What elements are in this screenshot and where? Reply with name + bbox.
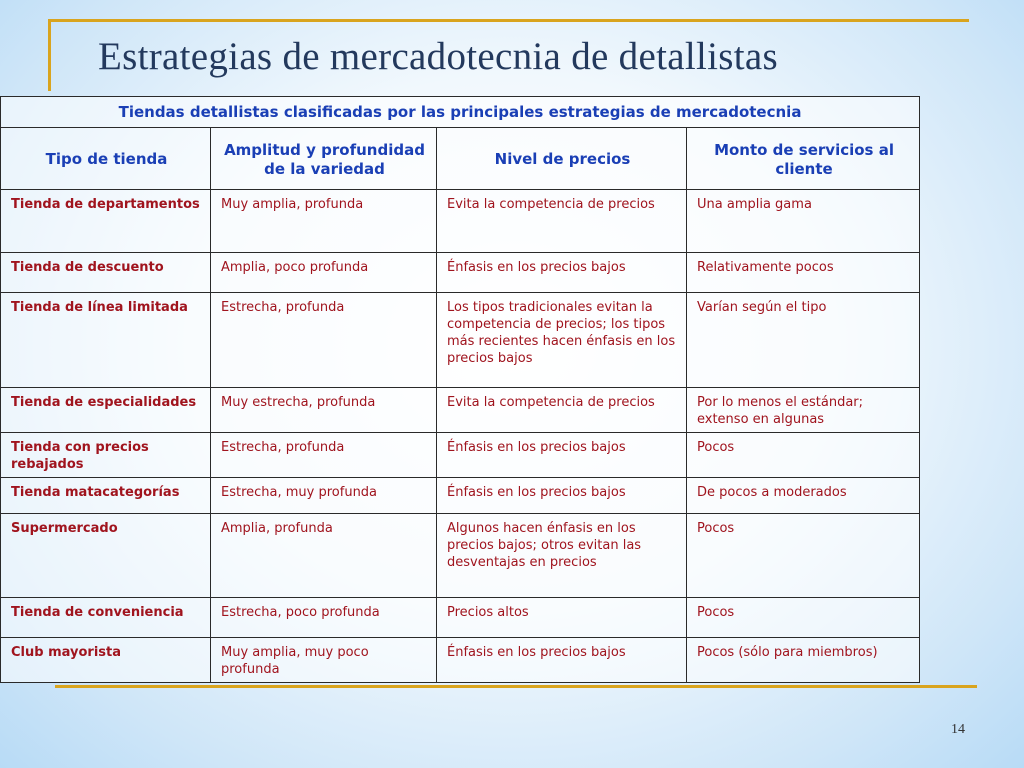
assortment-cell: Estrecha, profunda: [211, 293, 437, 388]
store-type-cell: Club mayorista: [1, 638, 211, 683]
service-cell: Pocos: [687, 598, 920, 638]
service-cell: De pocos a moderados: [687, 478, 920, 514]
header-store-type: Tipo de tienda: [1, 128, 211, 190]
price-level-cell: Énfasis en los precios bajos: [437, 638, 687, 683]
header-assortment: Amplitud y profundidad de la variedad: [211, 128, 437, 190]
store-type-cell: Tienda de línea limitada: [1, 293, 211, 388]
table-row: [1, 253, 920, 293]
table-row: [1, 514, 920, 598]
assortment-cell: Muy estrecha, profunda: [211, 388, 437, 433]
price-level-cell: Evita la competencia de precios: [437, 388, 687, 433]
price-level-cell: Algunos hacen énfasis en los precios bajos; otros evitan las desventajas en precios: [437, 514, 687, 598]
top-accent-line: [48, 19, 969, 22]
service-cell: Relativamente pocos: [687, 253, 920, 293]
price-level-cell: Énfasis en los precios bajos: [437, 478, 687, 514]
slide-title: Estrategias de mercadotecnia de detallistas: [98, 35, 778, 78]
service-cell: Pocos (sólo para miembros): [687, 638, 920, 683]
service-cell: Pocos: [687, 514, 920, 598]
assortment-cell: Estrecha, profunda: [211, 433, 437, 478]
service-cell: Pocos: [687, 433, 920, 478]
bottom-accent-line: [55, 685, 977, 688]
table-row: [1, 598, 920, 638]
table-row: [1, 433, 920, 478]
service-cell: Una amplia gama: [687, 190, 920, 253]
store-type-cell: Tienda de conveniencia: [1, 598, 211, 638]
header-price-level: Nivel de precios: [437, 128, 687, 190]
price-level-cell: Precios altos: [437, 598, 687, 638]
table-row: [1, 190, 920, 253]
page-number: 14: [951, 722, 965, 737]
assortment-cell: Amplia, profunda: [211, 514, 437, 598]
store-type-cell: Tienda matacategorías: [1, 478, 211, 514]
store-type-cell: Tienda de descuento: [1, 253, 211, 293]
price-level-cell: Énfasis en los precios bajos: [437, 253, 687, 293]
header-customer-service: Monto de servicios al cliente: [687, 128, 920, 190]
assortment-cell: Muy amplia, profunda: [211, 190, 437, 253]
assortment-cell: Estrecha, poco profunda: [211, 598, 437, 638]
retail-strategies-table: [0, 96, 920, 683]
price-level-cell: Los tipos tradicionales evitan la competencia de precios; los tipos más recientes hacen énfasis en los precios bajos: [437, 293, 687, 388]
store-type-cell: Supermercado: [1, 514, 211, 598]
left-accent-line: [48, 19, 51, 91]
assortment-cell: Amplia, poco profunda: [211, 253, 437, 293]
price-level-cell: Énfasis en los precios bajos: [437, 433, 687, 478]
assortment-cell: Estrecha, muy profunda: [211, 478, 437, 514]
price-level-cell: Evita la competencia de precios: [437, 190, 687, 253]
store-type-cell: Tienda de especialidades: [1, 388, 211, 433]
table-row: [1, 638, 920, 683]
table-row: [1, 293, 920, 388]
table-row: [1, 478, 920, 514]
table-caption: Tiendas detallistas clasificadas por las principales estrategias de mercadotecnia: [1, 97, 920, 128]
assortment-cell: Muy amplia, muy poco profunda: [211, 638, 437, 683]
store-type-cell: Tienda con precios rebajados: [1, 433, 211, 478]
table-header-row: [1, 128, 920, 190]
table-row: [1, 388, 920, 433]
service-cell: Por lo menos el estándar; extenso en algunas: [687, 388, 920, 433]
service-cell: Varían según el tipo: [687, 293, 920, 388]
store-type-cell: Tienda de departamentos: [1, 190, 211, 253]
